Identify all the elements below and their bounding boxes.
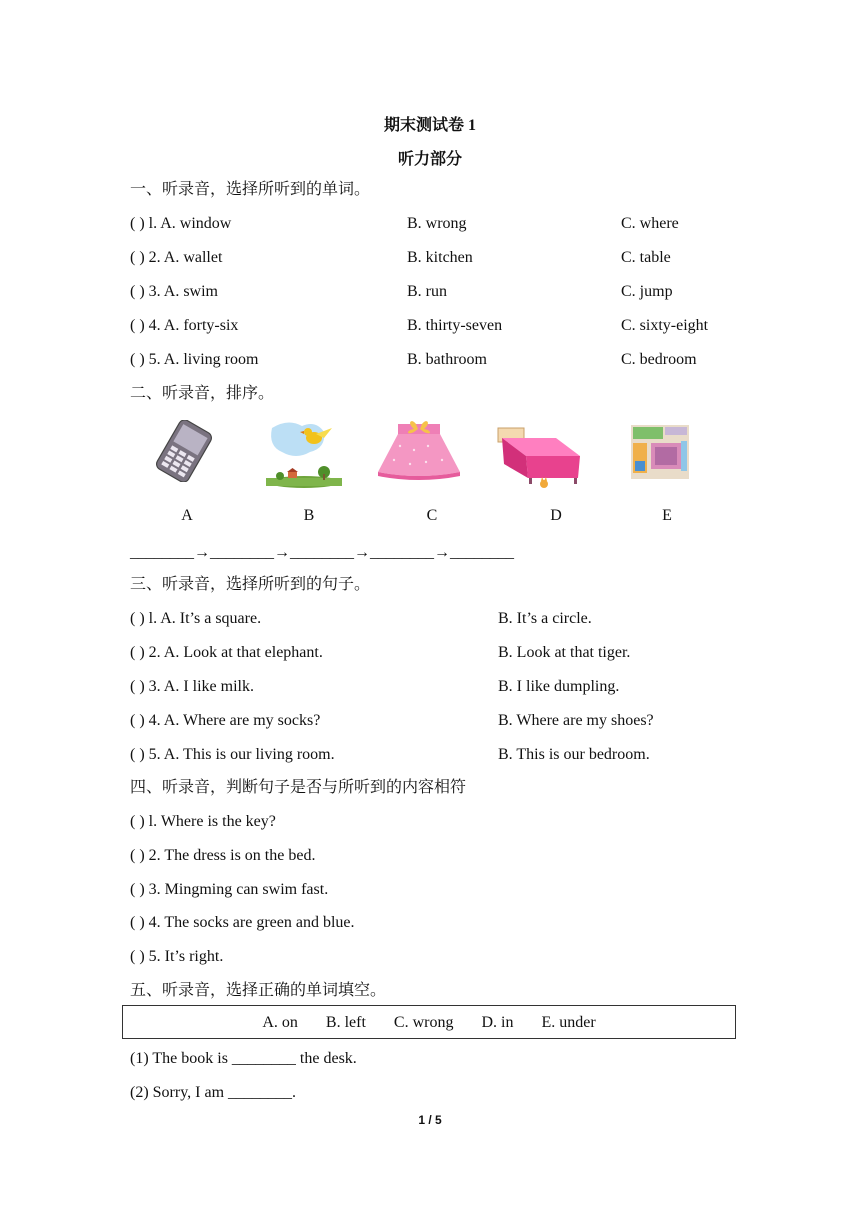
- s1-q1: ( ) l. A. window: [130, 215, 232, 232]
- s4-q4: ( ) 4. The socks are green and blue.: [130, 914, 355, 931]
- room-picture: [631, 425, 689, 479]
- skirt-picture: [376, 420, 462, 482]
- s3-q4: ( ) 4. A. Where are my socks?: [130, 712, 321, 729]
- s1-q2: ( ) 2. A. wallet: [130, 249, 223, 266]
- word-option-d: D. in: [481, 1014, 514, 1031]
- bird-picture: [266, 418, 342, 488]
- s1-q5-c: C. bedroom: [621, 351, 697, 368]
- picture-letter-c: C: [426, 507, 438, 524]
- word-option-a: A. on: [262, 1014, 298, 1031]
- s1-q3-b: B. run: [407, 283, 447, 300]
- section4-heading: 四、听录音，判断句子是否与所听到的内容相符: [130, 779, 467, 796]
- s5-q1: (1) The book is ________ the desk.: [130, 1050, 357, 1067]
- s1-q4-b: B. thirty-seven: [407, 317, 503, 334]
- word-option-e: E. under: [541, 1014, 596, 1031]
- picture-letter-a: A: [181, 507, 193, 524]
- page-number: 1 / 5: [418, 1113, 442, 1127]
- section5-heading: 五、听录音，选择正确的单词填空。: [130, 982, 387, 999]
- s3-q2-b: B. Look at that tiger.: [498, 644, 631, 661]
- picture-letter-e: E: [662, 507, 672, 524]
- word-bank-box: [122, 1005, 736, 1039]
- section1-heading: 一、听录音，选择所听到的单词。: [130, 181, 371, 198]
- s3-q1: ( ) l. A. It’s a square.: [130, 610, 262, 627]
- page-subtitle: 听力部分: [397, 151, 462, 168]
- s3-q4-b: B. Where are my shoes?: [498, 712, 654, 729]
- s1-q1-b: B. wrong: [407, 215, 467, 232]
- s1-q2-b: B. kitchen: [407, 249, 473, 266]
- word-option-b: B. left: [325, 1014, 366, 1031]
- s3-q5-b: B. This is our bedroom.: [498, 746, 650, 763]
- s4-q2: ( ) 2. The dress is on the bed.: [130, 847, 316, 864]
- s4-q3: ( ) 3. Mingming can swim fast.: [130, 881, 329, 898]
- section2-heading: 二、听录音，排序。: [130, 385, 275, 402]
- bed-picture: [496, 424, 582, 492]
- word-option-c: C. wrong: [393, 1014, 454, 1031]
- picture-letter-d: D: [550, 507, 562, 524]
- picture-letter-b: B: [303, 507, 315, 524]
- page-title: 期末测试卷 1: [383, 117, 476, 134]
- s3-q3-b: B. I like dumpling.: [498, 678, 620, 695]
- s1-q1-c: C. where: [621, 215, 679, 232]
- s1-q4-c: C. sixty-eight: [621, 317, 709, 334]
- s4-q5: ( ) 5. It’s right.: [130, 948, 224, 965]
- s3-q2: ( ) 2. A. Look at that elephant.: [130, 644, 323, 661]
- s1-q3-c: C. jump: [621, 283, 673, 300]
- s1-q5-b: B. bathroom: [407, 351, 487, 368]
- s5-q2: (2) Sorry, I am ________.: [130, 1084, 297, 1101]
- section3-heading: 三、听录音，选择所听到的句子。: [130, 576, 371, 593]
- phone-picture: [146, 420, 222, 482]
- s1-q3: ( ) 3. A. swim: [130, 283, 218, 300]
- order-answer-line[interactable]: ________→________→________→________→________: [130, 544, 514, 561]
- s1-q5: ( ) 5. A. living room: [130, 351, 259, 368]
- s3-q1-b: B. It’s a circle.: [498, 610, 592, 627]
- s4-q1: ( ) l. Where is the key?: [130, 813, 276, 830]
- s3-q5: ( ) 5. A. This is our living room.: [130, 746, 335, 763]
- s1-q4: ( ) 4. A. forty-six: [130, 317, 239, 334]
- s3-q3: ( ) 3. A. I like milk.: [130, 678, 254, 695]
- s1-q2-c: C. table: [621, 249, 671, 266]
